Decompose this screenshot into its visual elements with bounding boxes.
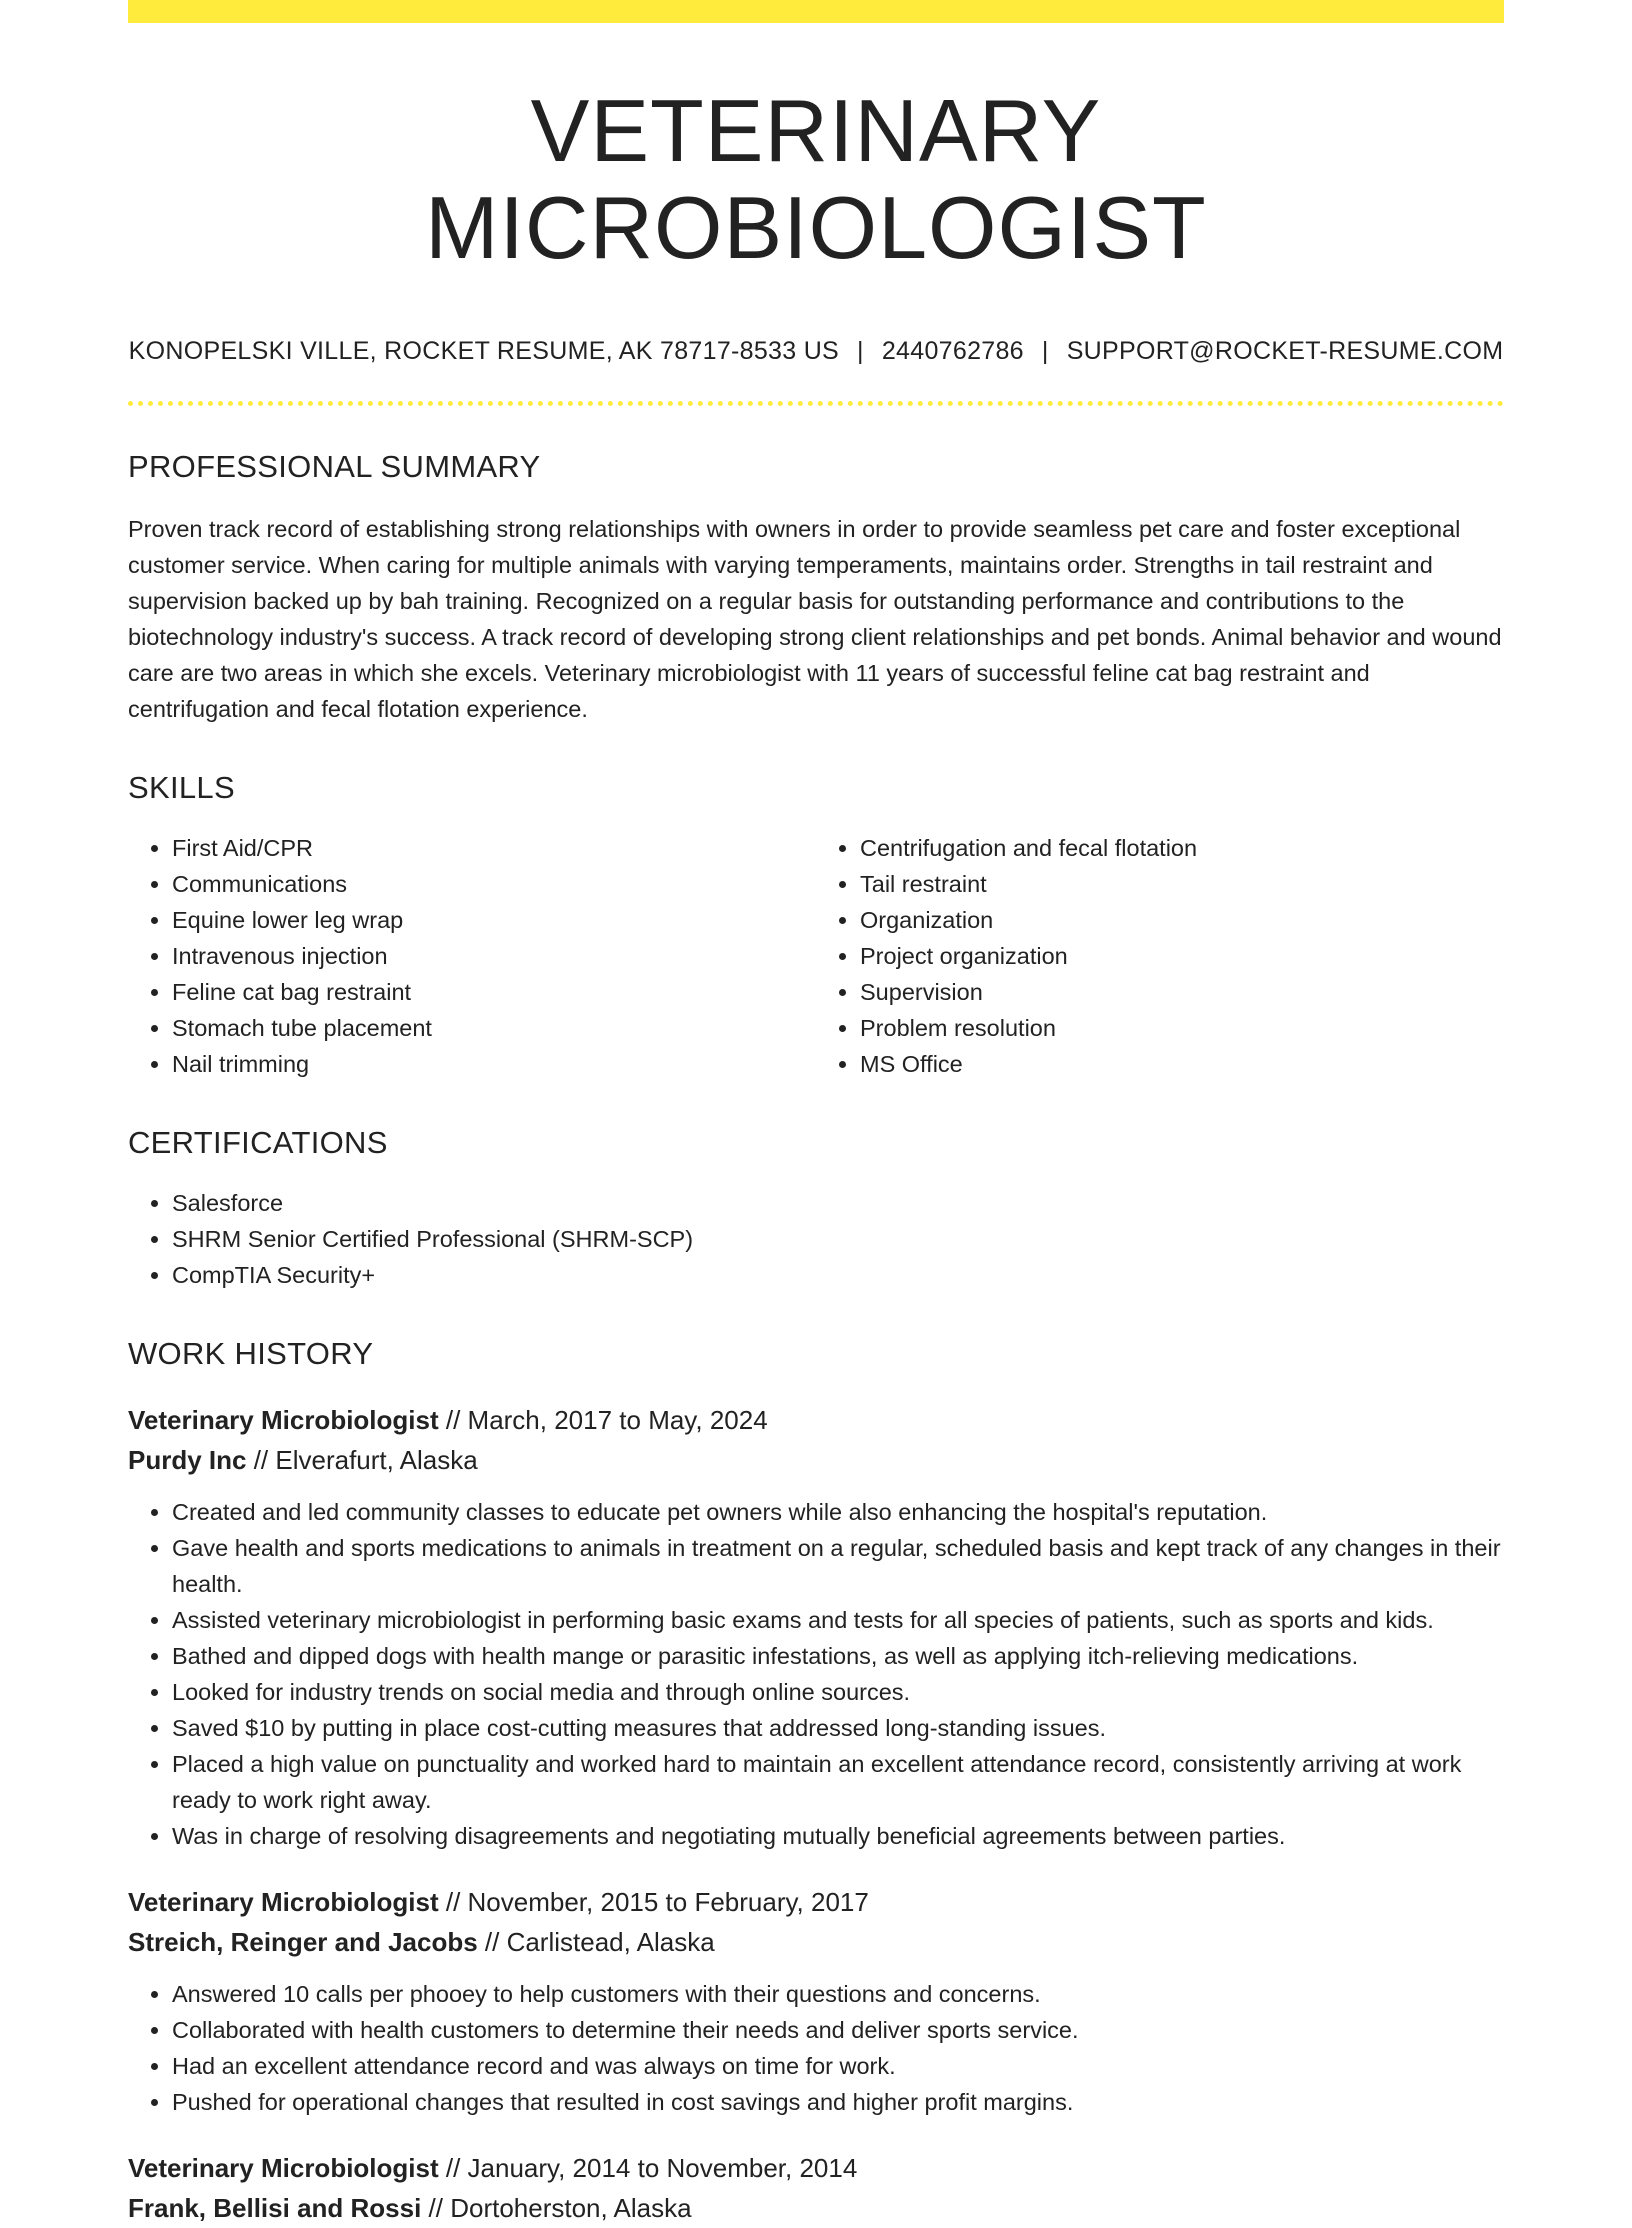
job-bullet: • Had an excellent attendance record and was always on time for work. (172, 2048, 1504, 2084)
job-bullets (128, 1494, 1504, 1854)
job-bullet: • Pushed for operational changes that resulted in cost savings and higher profit margins. (172, 2084, 1504, 2120)
job-entry (128, 1400, 1504, 1854)
job-bullet: • Created and led community classes to educate pet owners while also enhancing the hospital's reputation. (172, 1494, 1504, 1530)
job-bullets (128, 1976, 1504, 2120)
job-company-line (128, 1440, 1504, 1480)
job-bullet: • Collaborated with health customers to determine their needs and deliver sports service. (172, 2012, 1504, 2048)
skill-item: • Communications (172, 866, 816, 902)
certification-item: • SHRM Senior Certified Professional (SHRM-SCP) (172, 1221, 1504, 1257)
page-title: VETERINARY MICROBIOLOGIST (425, 81, 1207, 277)
skill-item: • First Aid/CPR (172, 830, 816, 866)
job-company: Frank, Bellisi and Rossi (128, 2193, 422, 2224)
job-bullet: • Assisted veterinary microbiologist in performing basic exams and tests for all species of patients, such as sports and kids. (172, 1602, 1504, 1638)
skill-item: • Equine lower leg wrap (172, 902, 816, 938)
job-title-line (128, 1882, 1504, 1922)
job-location: // Dortoherston, Alaska (421, 2193, 692, 2224)
contact-phone: 2440762786 (881, 336, 1024, 365)
skills-list-right (816, 830, 1504, 1082)
summary-text: Proven track record of establishing strong relationships with owners in order to provide seamless pet care and foster exceptional customer service. When caring for multiple animals with varying temperaments, maintains order. Strengths in tail restraint and supervision backed up by bah training. Recognized on a regular basis for outstanding performance and contributions to the biotechnology industry's success. A track record of developing strong client relationships and pet bonds. Animal behavior and wound care are two areas in which she excels. Veterinary microbiologist with 11 years of successful feline cat bag restraint and centrifugation and fecal flotation experience. (128, 515, 1502, 722)
contact-line (128, 337, 1504, 366)
summary-heading: PROFESSIONAL SUMMARY (128, 448, 541, 484)
resume-page (128, 0, 1504, 2228)
certification-item: • Salesforce (172, 1185, 1504, 1221)
certification-item: • CompTIA Security+ (172, 1257, 1504, 1293)
job-bullet: • Answered 10 calls per phooey to help customers with their questions and concerns. (172, 1976, 1504, 2012)
skills-heading: SKILLS (128, 769, 235, 805)
job-dates: // November, 2015 to February, 2017 (438, 1887, 869, 1918)
skill-item: • Intravenous injection (172, 938, 816, 974)
skill-item: • Project organization (860, 938, 1504, 974)
skills-columns (128, 830, 1504, 1082)
skill-item: • Centrifugation and fecal flotation (860, 830, 1504, 866)
skill-item: • Problem resolution (860, 1010, 1504, 1046)
accent-top-bar (128, 0, 1504, 23)
job-title: Veterinary Microbiologist (128, 1405, 439, 1436)
job-location: // Elverafurt, Alaska (246, 1445, 478, 1476)
skill-item: • Feline cat bag restraint (172, 974, 816, 1010)
job-location: // Carlistead, Alaska (477, 1927, 715, 1958)
job-title: Veterinary Microbiologist (128, 2153, 439, 2184)
job-bullet: • Gave health and sports medications to animals in treatment on a regular, scheduled basis and kept track of any changes in their health. (172, 1530, 1504, 1602)
job-company: Purdy Inc (128, 1445, 247, 1476)
job-bullet: • Was in charge of resolving disagreements and negotiating mutually beneficial agreements between parties. (172, 1818, 1504, 1854)
contact-email: SUPPORT@ROCKET-RESUME.COM (1066, 336, 1504, 365)
dotted-divider (128, 401, 1504, 406)
skill-item: • MS Office (860, 1046, 1504, 1082)
job-title: Veterinary Microbiologist (128, 1887, 439, 1918)
job-title-line (128, 2148, 1504, 2188)
skills-list-left (128, 830, 816, 1082)
skill-item: • Supervision (860, 974, 1504, 1010)
job-company-line (128, 2188, 1504, 2228)
job-title-line (128, 1400, 1504, 1440)
skill-item: • Organization (860, 902, 1504, 938)
job-company: Streich, Reinger and Jacobs (128, 1927, 478, 1958)
contact-separator: | (857, 336, 864, 365)
job-dates: // March, 2017 to May, 2024 (438, 1405, 768, 1436)
job-bullet: • Looked for industry trends on social media and through online sources. (172, 1674, 1504, 1710)
skill-item: • Stomach tube placement (172, 1010, 816, 1046)
contact-address: KONOPELSKI VILLE, ROCKET RESUME, AK 78717-8533 US (128, 336, 840, 365)
job-dates: // January, 2014 to November, 2014 (438, 2153, 858, 2184)
job-company-line (128, 1922, 1504, 1962)
certifications-list (128, 1185, 1504, 1293)
job-entry (128, 2148, 1504, 2228)
job-bullet: • Bathed and dipped dogs with health mange or parasitic infestations, as well as applying itch-relieving medications. (172, 1638, 1504, 1674)
skill-item: • Nail trimming (172, 1046, 816, 1082)
contact-separator: | (1041, 336, 1049, 365)
skill-item: • Tail restraint (860, 866, 1504, 902)
work-history-heading: WORK HISTORY (128, 1336, 374, 1372)
job-bullet: • Placed a high value on punctuality and worked hard to maintain an excellent attendance record, consistently arriving at work ready to work right away. (172, 1746, 1504, 1818)
certifications-heading: CERTIFICATIONS (128, 1124, 388, 1160)
job-bullet: • Saved $10 by putting in place cost-cutting measures that addressed long-standing issues. (172, 1710, 1504, 1746)
job-entry (128, 1882, 1504, 2120)
